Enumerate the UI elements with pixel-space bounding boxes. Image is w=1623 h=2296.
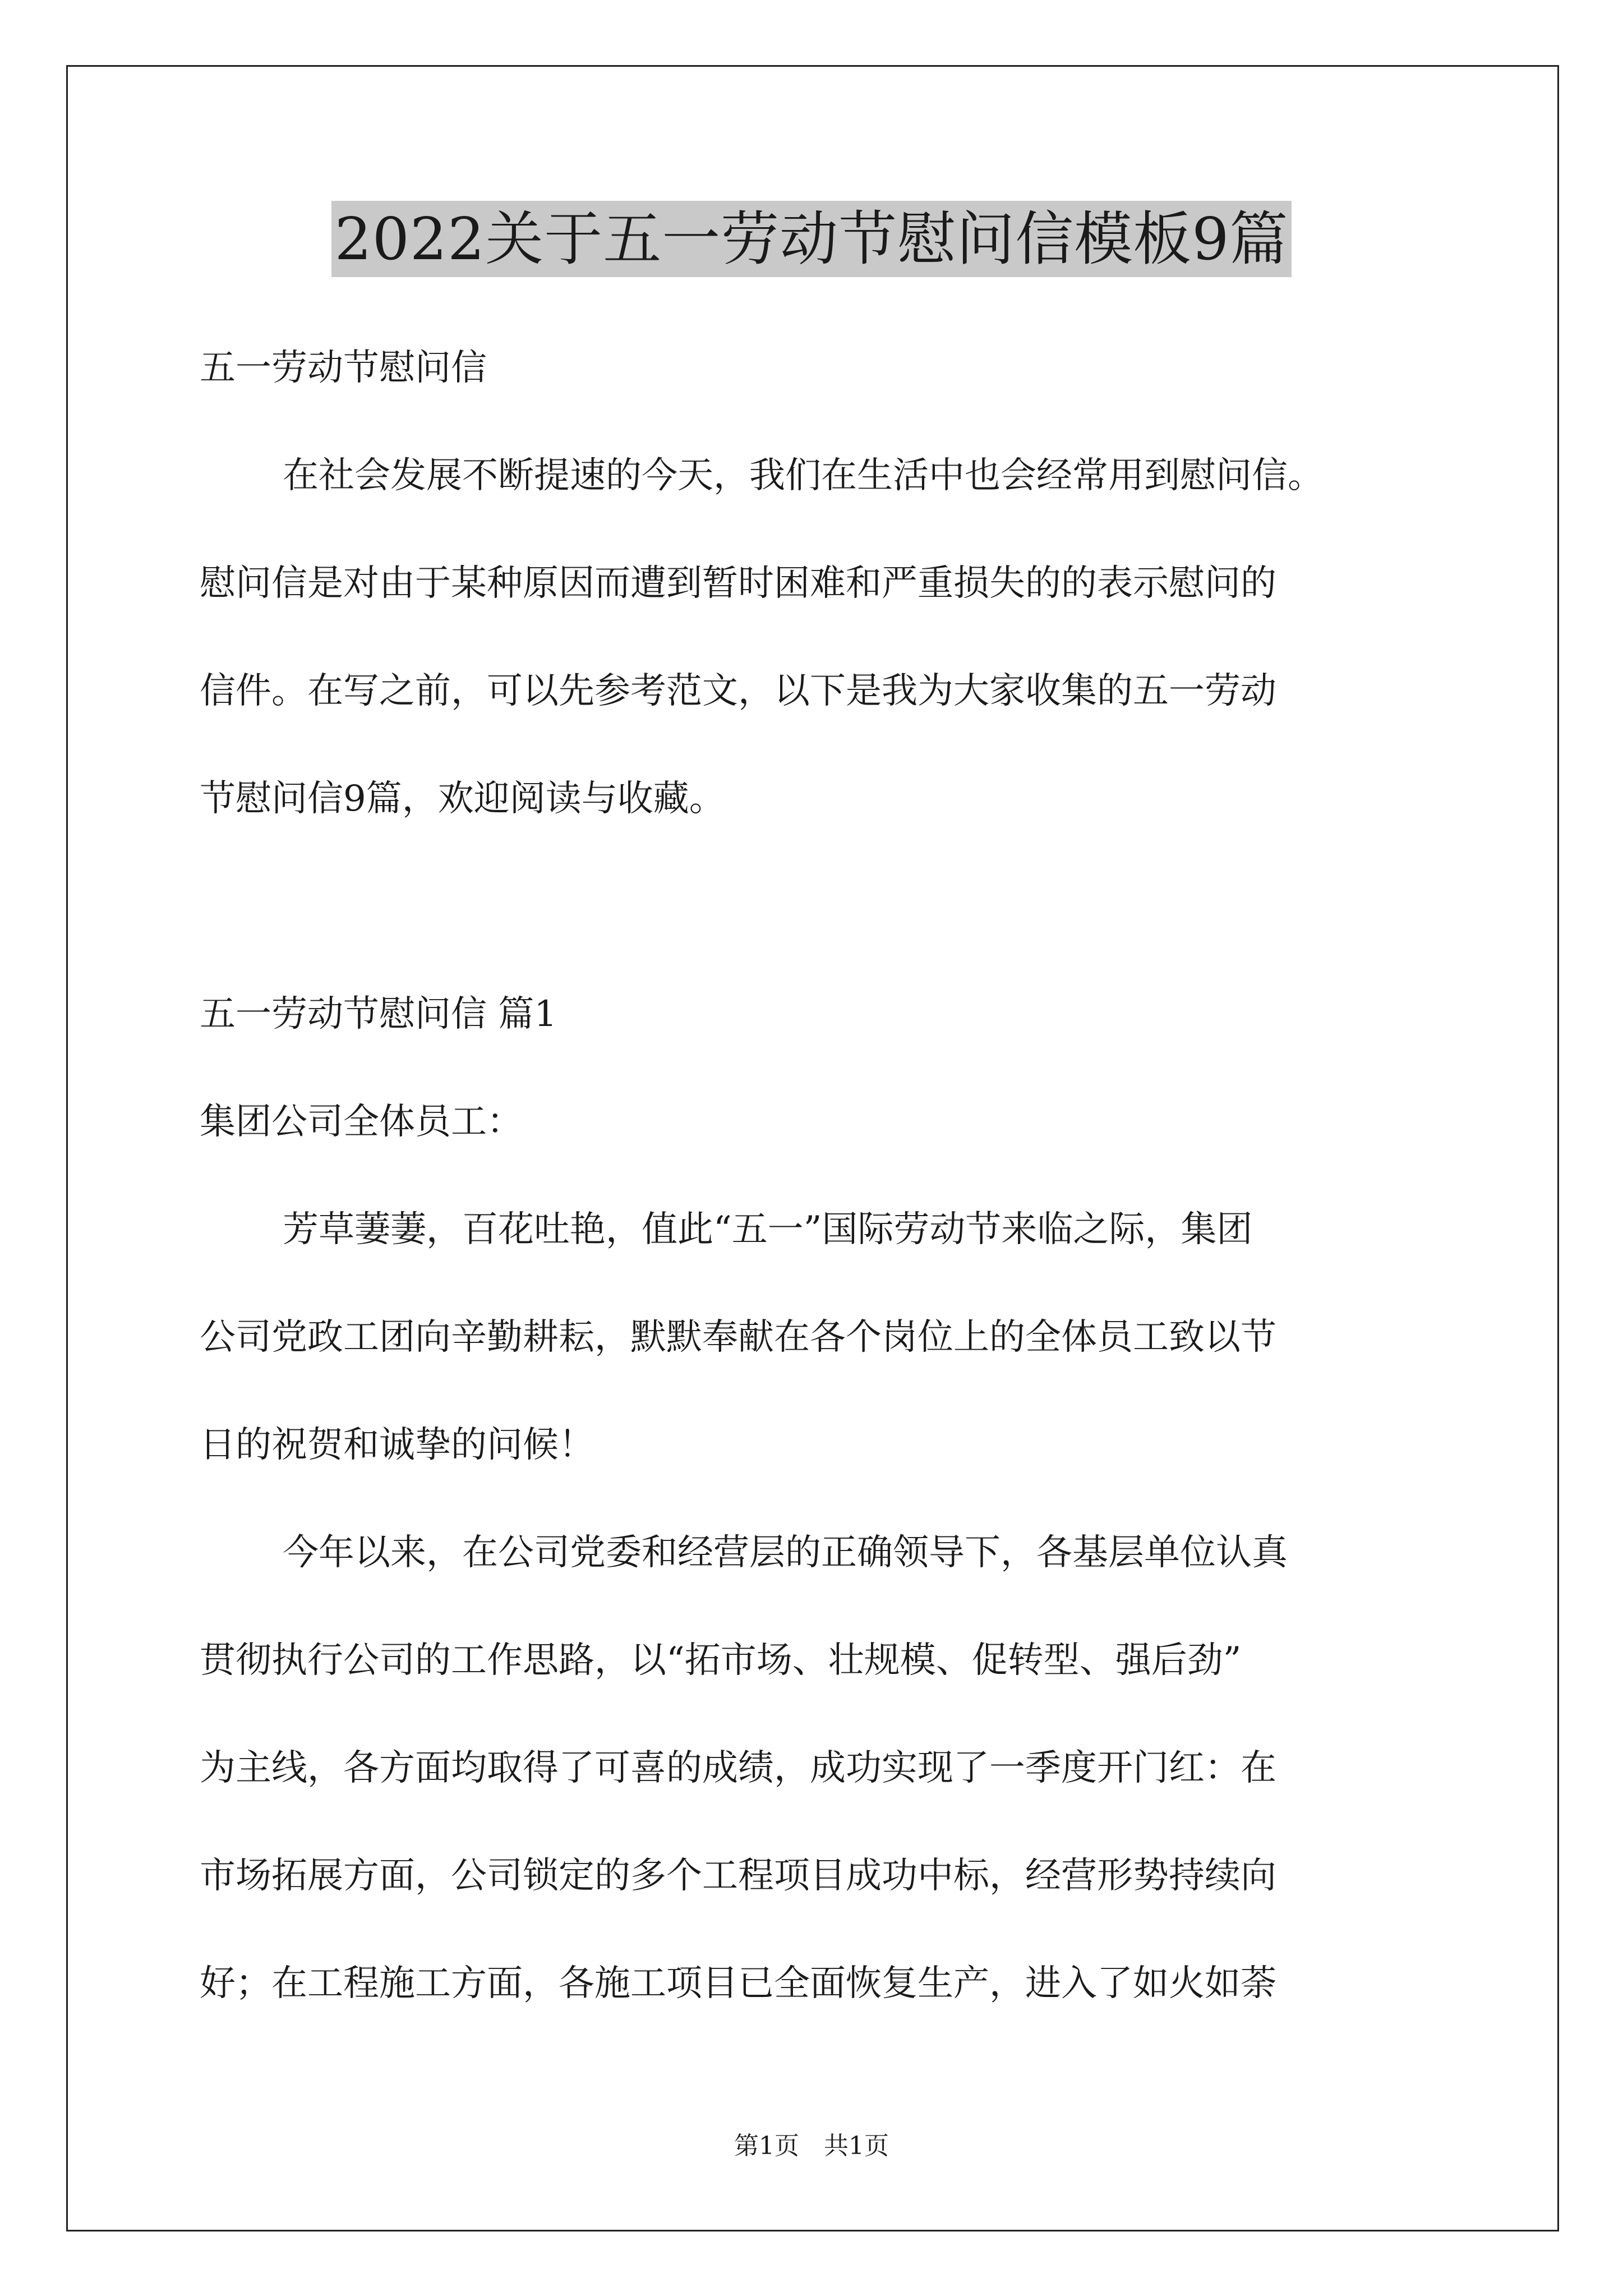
paragraph-line: 芳草萋萋，百花吐艳，值此“五一”国际劳动节来临之际，集团: [283, 1209, 1253, 1250]
paragraph-line: 慰问信是对由于某种原因而遭到暂时困难和严重损失的的表示慰问的: [200, 563, 1276, 604]
paragraph-line: 为主线，各方面均取得了可喜的成绩，成功实现了一季度开门红：在: [200, 1747, 1276, 1789]
paragraph-line: 今年以来，在公司党委和经营层的正确领导下，各基层单位认真: [283, 1532, 1288, 1573]
document-title: 2022关于五一劳动节慰问信模板9篇: [331, 201, 1292, 277]
document-body: [200, 314, 1433, 2037]
paragraph-line: 在社会发展不断提速的今天，我们在生活中也会经常用到慰问信。: [283, 455, 1324, 496]
salutation: 集团公司全体员工：: [200, 1101, 523, 1143]
section-heading: 五一劳动节慰问信: [200, 347, 487, 389]
section-heading: 五一劳动节慰问信 篇1: [200, 993, 557, 1035]
paragraph-line: 日的祝贺和诚挚的问候！: [200, 1424, 594, 1466]
paragraph-line: 公司党政工团向辛勤耕耘，默默奉献在各个岗位上的全体员工致以节: [200, 1317, 1276, 1358]
paragraph-line: 信件。在写之前，可以先参考范文，以下是我为大家收集的五一劳动: [200, 670, 1276, 712]
paragraph-line: 贯彻执行公司的工作思路，以“拓市场、壮规模、促转型、强后劲”: [200, 1640, 1242, 1681]
blank-line: [200, 853, 1433, 960]
page-footer: 第1页 共1页: [734, 2132, 889, 2160]
paragraph-line: 好；在工程施工方面，各施工项目已全面恢复生产，进入了如火如荼: [200, 1963, 1276, 2004]
paragraph-line: 节慰问信9篇，欢迎阅读与收藏。: [200, 778, 725, 820]
paragraph-line: 市场拓展方面，公司锁定的多个工程项目成功中标，经营形势持续向: [200, 1855, 1276, 1897]
title-container: [0, 201, 1623, 277]
